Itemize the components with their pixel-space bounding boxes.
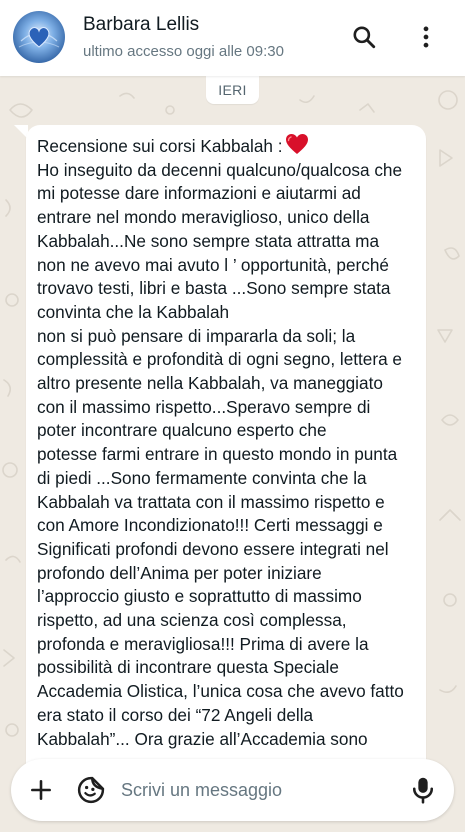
date-separator-chip: IERI xyxy=(206,76,259,104)
contact-name[interactable]: Barbara Lellis xyxy=(83,14,200,35)
attach-button[interactable] xyxy=(24,773,58,807)
message-line: era stato il corso dei “72 Angeli della xyxy=(37,704,314,725)
more-vertical-icon xyxy=(413,24,439,50)
sticker-button[interactable] xyxy=(74,773,108,807)
message-line: Significati profondi devono essere integrati nel xyxy=(37,538,389,559)
message-line: altro presente nella Kabbalah, va maneggiato xyxy=(37,373,383,394)
message-composer xyxy=(11,759,454,821)
message-line: poter incontrare qualcuno esperto che xyxy=(37,420,327,441)
message-line: Accademia Olistica, l’unica cosa che avevo fatto xyxy=(37,681,404,702)
message-line: convinta che la Kabbalah xyxy=(37,301,230,322)
message-line: non si può pensare di impararla da soli; la xyxy=(37,325,356,346)
message-line: l’approccio giusto e soprattutto di massimo xyxy=(37,586,362,607)
message-line: di piedi ...Sono fermamente convinta che la xyxy=(37,467,367,488)
message-line: possibilità di incontrare questa Speciale xyxy=(37,657,339,678)
message-line: Kabbalah”... Ora grazie all’Accademia sono xyxy=(37,728,368,749)
message-line: entrare nel mondo meraviglioso, unico della xyxy=(37,207,370,228)
search-icon xyxy=(351,24,377,50)
message-line: mi potesse dare informazioni e aiutarmi ad xyxy=(37,183,361,204)
incoming-message-bubble[interactable] xyxy=(26,125,426,805)
message-input[interactable] xyxy=(121,773,391,807)
message-line: con Amore Incondizionato!!! Certi messaggi e xyxy=(37,515,383,536)
last-seen-status: ultimo accesso oggi alle 09:30 xyxy=(83,43,284,60)
message-line: complessità e profondità di ogni segno, lettera e xyxy=(37,349,402,370)
chat-header xyxy=(0,0,465,76)
message-text xyxy=(37,133,421,751)
message-title: Recensione sui corsi Kabbalah : xyxy=(37,133,421,159)
more-options-button[interactable] xyxy=(409,20,443,54)
message-line: con il massimo rispetto...Speravo sempre di xyxy=(37,396,371,417)
heart-globe-avatar-icon xyxy=(13,11,65,63)
message-line: Ho inseguito da decenni qualcuno/qualcosa che xyxy=(37,159,403,180)
message-line: profondo dell’Anima per poter iniziare xyxy=(37,562,322,583)
message-line: Kabbalah...Ne sono sempre stata attratta ma xyxy=(37,230,380,251)
sticker-icon xyxy=(76,775,106,805)
message-line: potesse farmi entrare in questo mondo in punta xyxy=(37,444,398,465)
microphone-icon xyxy=(411,776,435,804)
contact-avatar[interactable] xyxy=(13,11,65,63)
search-button[interactable] xyxy=(347,20,381,54)
message-line: trovavo testi, libri e basta ...Sono sempre stata xyxy=(37,278,391,299)
plus-icon xyxy=(28,777,54,803)
message-line: rispetto, ad una scienza così complessa, xyxy=(37,610,347,631)
voice-message-button[interactable] xyxy=(406,773,440,807)
message-line: non ne avevo mai avuto l ’ opportunità, perché xyxy=(37,254,389,275)
red-heart-emoji-icon xyxy=(285,133,309,155)
message-line: profonda e meravigliosa!!! Prima di avere la xyxy=(37,633,369,654)
message-line: Kabbalah va trattata con il massimo rispetto e xyxy=(37,491,385,512)
